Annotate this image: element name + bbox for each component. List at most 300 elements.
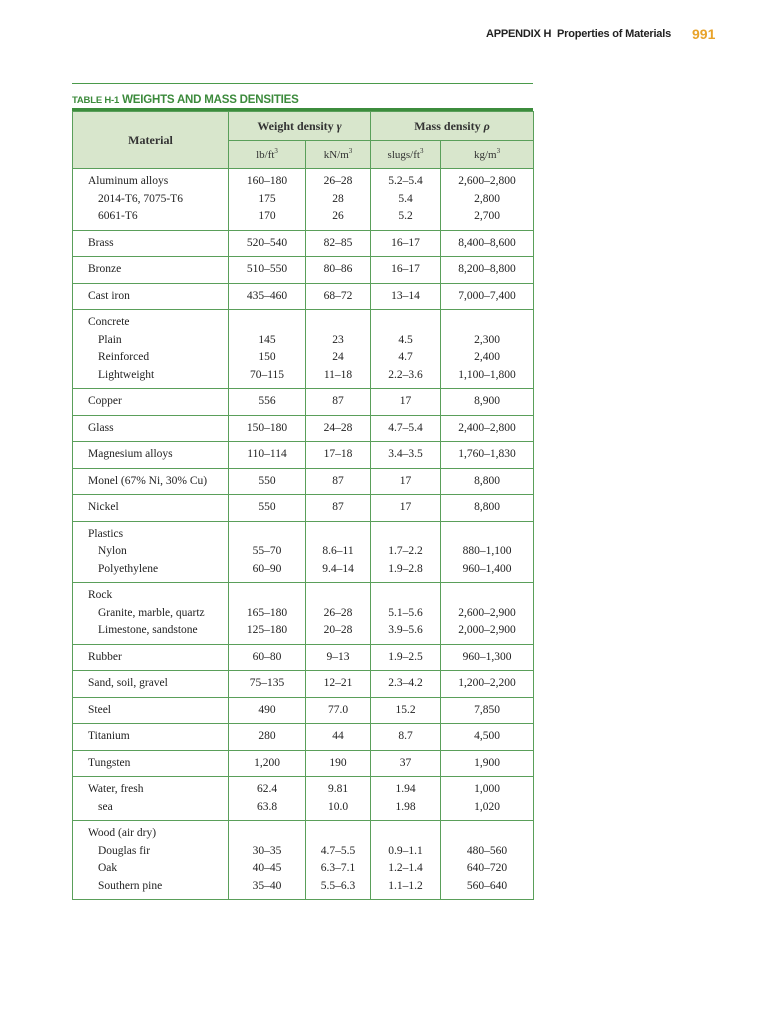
material-cell [73, 724, 229, 751]
value: 2,400–2,800 [458, 421, 516, 434]
value: 1.9–2.5 [388, 650, 423, 663]
mass-kg-m3-cell [441, 697, 534, 724]
weight-kn-m3-cell [306, 310, 371, 389]
value: 77.0 [327, 703, 349, 716]
value: 68–72 [323, 289, 353, 302]
value: 1,200 [254, 756, 280, 769]
value: 2.3–4.2 [388, 677, 423, 689]
value: 5.2 [398, 210, 413, 222]
unit-kn-m3 [306, 141, 371, 169]
unit-exponent: 3 [496, 146, 501, 155]
material-name: Rock [88, 589, 113, 601]
value: 26 [332, 210, 344, 222]
value [229, 526, 305, 544]
mass-slugs-ft3-cell [371, 724, 441, 751]
material-subtype: Oak [98, 862, 118, 874]
value: 44 [332, 730, 344, 742]
value: 62.4 [256, 783, 278, 795]
value: 70–115 [249, 368, 285, 381]
value [306, 526, 370, 544]
value: 510–550 [246, 263, 288, 275]
material-subtype: Granite, marble, quartz [98, 606, 205, 619]
value: 2,000–2,900 [458, 624, 516, 636]
weight-density-symbol: γ [336, 118, 342, 133]
mass-kg-m3-cell [441, 389, 534, 416]
material-name: Bronze [88, 263, 122, 275]
weight-lb-ft3-cell [229, 442, 306, 469]
material-cell [73, 750, 229, 777]
value [441, 314, 533, 332]
value: 520–540 [246, 236, 288, 249]
mass-kg-m3-cell [441, 821, 534, 900]
weight-lb-ft3-cell [229, 750, 306, 777]
mass-slugs-ft3-cell [371, 777, 441, 821]
material-subtype: Reinforced [98, 351, 150, 363]
material-subtype: Douglas fir [98, 844, 151, 857]
material-cell [73, 821, 229, 900]
mass-kg-m3-cell [441, 671, 534, 698]
weight-kn-m3-cell [306, 750, 371, 777]
value: 8,200–8,800 [458, 263, 516, 275]
mass-slugs-ft3-cell [371, 521, 441, 583]
mass-slugs-ft3-cell [371, 169, 441, 231]
material-cell [73, 583, 229, 645]
value: 145 [258, 333, 276, 346]
value: 0.9–1.1 [388, 844, 423, 857]
value [306, 587, 370, 605]
weight-kn-m3-cell [306, 257, 371, 284]
table-row [73, 583, 534, 645]
weight-lb-ft3-cell [229, 310, 306, 389]
weight-kn-m3-cell [306, 442, 371, 469]
value: 5.5–6.3 [320, 879, 356, 892]
material-cell [73, 671, 229, 698]
unit-base: lb/ft [256, 148, 275, 161]
mass-slugs-ft3-cell [371, 671, 441, 698]
unit-base: slugs/ft [387, 148, 420, 161]
value: 4,500 [474, 730, 500, 742]
value: 30–35 [252, 844, 282, 857]
mass-slugs-ft3-cell [371, 697, 441, 724]
weight-kn-m3-cell [306, 495, 371, 522]
weight-lb-ft3-cell [229, 169, 306, 231]
material-subtype: Southern pine [98, 879, 163, 892]
page-number: 991 [692, 26, 716, 42]
value: 4.7–5.5 [320, 844, 356, 857]
value [371, 314, 440, 332]
weight-kn-m3-cell [306, 389, 371, 416]
table-row [73, 644, 534, 671]
table-body [73, 169, 534, 900]
material-name: Copper [88, 395, 122, 407]
value: 12–21 [323, 677, 353, 689]
unit-exponent: 3 [348, 146, 353, 155]
value: 17–18 [323, 448, 353, 460]
value: 8,400–8,600 [458, 236, 516, 249]
value: 150 [258, 351, 276, 363]
mass-slugs-ft3-cell [371, 495, 441, 522]
value: 60–90 [252, 562, 282, 575]
value: 170 [258, 210, 276, 222]
material-subtype: Polyethylene [98, 562, 159, 575]
weight-density-header [229, 112, 371, 141]
table-number: TABLE H-1 [72, 95, 120, 106]
weight-lb-ft3-cell [229, 777, 306, 821]
weight-kn-m3-cell [306, 169, 371, 231]
table-row [73, 521, 534, 583]
weight-kn-m3-cell [306, 415, 371, 442]
value: 960–1,400 [462, 562, 512, 575]
weight-lb-ft3-cell [229, 583, 306, 645]
value: 8,900 [474, 395, 500, 407]
material-name: Rubber [88, 650, 122, 663]
unit-base: kg/m [473, 148, 497, 161]
weight-kn-m3-cell [306, 644, 371, 671]
weight-kn-m3-cell [306, 821, 371, 900]
value: 125–180 [246, 624, 288, 636]
value: 23 [332, 333, 344, 346]
material-name: Tungsten [88, 756, 131, 769]
mass-density-header [371, 112, 534, 141]
table-title: WEIGHTS AND MASS DENSITIES [122, 94, 299, 106]
value: 880–1,100 [462, 545, 512, 557]
table-row [73, 821, 534, 900]
value: 556 [258, 395, 276, 407]
value: 6.3–7.1 [320, 862, 356, 874]
mass-density-symbol: ρ [483, 118, 490, 133]
mass-kg-m3-cell [441, 644, 534, 671]
value: 40–45 [252, 862, 282, 874]
material-cell [73, 310, 229, 389]
material-subtype: 6061-T6 [98, 210, 138, 222]
mass-kg-m3-cell [441, 169, 534, 231]
appendix-label: APPENDIX H [486, 28, 552, 40]
mass-kg-m3-cell [441, 583, 534, 645]
material-cell [73, 257, 229, 284]
value: 4.7 [398, 351, 413, 363]
value: 1.1–1.2 [388, 879, 423, 892]
mass-kg-m3-cell [441, 230, 534, 257]
mass-kg-m3-cell [441, 442, 534, 469]
table-row [73, 442, 534, 469]
material-name: Water, fresh [88, 783, 144, 795]
value: 82–85 [323, 236, 353, 249]
value: 4.5 [398, 333, 413, 346]
weight-lb-ft3-cell [229, 283, 306, 310]
value: 1,100–1,800 [458, 368, 516, 381]
table-row [73, 415, 534, 442]
value [371, 825, 440, 843]
weight-lb-ft3-cell [229, 389, 306, 416]
value: 1,200–2,200 [458, 677, 516, 689]
weight-kn-m3-cell [306, 724, 371, 751]
value: 16–17 [391, 236, 420, 249]
weight-lb-ft3-cell [229, 671, 306, 698]
value: 550 [258, 474, 276, 487]
value: 8.6–11 [322, 545, 354, 557]
material-name: Concrete [88, 316, 130, 328]
value: 3.9–5.6 [388, 624, 423, 636]
material-cell [73, 415, 229, 442]
material-cell [73, 283, 229, 310]
material-name: Plastics [88, 527, 124, 540]
table-row [73, 777, 534, 821]
value: 2,800 [474, 192, 500, 205]
value: 55–70 [252, 545, 282, 557]
material-subtype: Plain [98, 333, 122, 346]
table-row [73, 495, 534, 522]
material-name: Nickel [88, 501, 119, 513]
value: 75–135 [249, 677, 285, 689]
value: 26–28 [323, 606, 353, 619]
mass-density-label: Mass density [414, 118, 481, 133]
value: 165–180 [246, 606, 288, 619]
mass-kg-m3-cell [441, 257, 534, 284]
value: 2,400 [474, 351, 500, 363]
weight-lb-ft3-cell [229, 230, 306, 257]
value: 7,000–7,400 [458, 289, 516, 302]
value: 1,900 [474, 756, 500, 769]
value: 175 [258, 192, 276, 205]
value: 1.94 [395, 783, 416, 795]
table-row [73, 310, 534, 389]
weight-kn-m3-cell [306, 283, 371, 310]
mass-slugs-ft3-cell [371, 389, 441, 416]
weight-lb-ft3-cell [229, 468, 306, 495]
weight-lb-ft3-cell [229, 495, 306, 522]
value [229, 825, 305, 843]
value [371, 587, 440, 605]
mass-kg-m3-cell [441, 777, 534, 821]
value: 1,760–1,830 [458, 448, 516, 460]
value: 1,020 [474, 800, 500, 813]
table-row [73, 389, 534, 416]
value [229, 587, 305, 605]
weight-kn-m3-cell [306, 697, 371, 724]
value: 435–460 [246, 289, 288, 302]
value: 8.7 [398, 730, 413, 742]
material-name: Brass [88, 236, 114, 249]
material-name: Steel [88, 703, 111, 716]
value: 480–560 [466, 844, 508, 857]
value: 17 [399, 395, 412, 407]
material-name: Magnesium alloys [88, 448, 173, 460]
material-header: Material [73, 112, 229, 169]
unit-slugs-ft3 [371, 141, 441, 169]
material-name: Wood (air dry) [88, 827, 157, 839]
value: 5.2–5.4 [388, 175, 423, 187]
material-name: Aluminum alloys [88, 175, 169, 187]
material-cell [73, 389, 229, 416]
value: 5.4 [398, 192, 413, 205]
table-row [73, 671, 534, 698]
material-name: Titanium [88, 730, 130, 742]
mass-slugs-ft3-cell [371, 821, 441, 900]
value: 1,000 [474, 783, 500, 795]
weight-kn-m3-cell [306, 583, 371, 645]
mass-kg-m3-cell [441, 310, 534, 389]
table-row [73, 283, 534, 310]
value: 17 [399, 501, 412, 513]
value: 490 [258, 703, 276, 716]
unit-exponent: 3 [274, 146, 278, 155]
value: 63.8 [256, 800, 278, 813]
value [441, 526, 533, 544]
unit-lb-ft3 [229, 141, 306, 169]
value [441, 587, 533, 605]
material-name: Monel (67% Ni, 30% Cu) [88, 474, 208, 487]
value: 1.2–1.4 [388, 862, 423, 874]
weight-lb-ft3-cell [229, 257, 306, 284]
weight-lb-ft3-cell [229, 521, 306, 583]
table-row [73, 257, 534, 284]
value [229, 314, 305, 332]
mass-kg-m3-cell [441, 724, 534, 751]
top-rule [72, 83, 533, 84]
value: 560–640 [466, 879, 508, 892]
value: 2,700 [474, 210, 500, 222]
value: 2,300 [474, 333, 500, 346]
value: 190 [329, 756, 347, 769]
mass-kg-m3-cell [441, 750, 534, 777]
weight-lb-ft3-cell [229, 821, 306, 900]
material-subtype: Nylon [98, 545, 127, 557]
material-cell [73, 521, 229, 583]
material-name: Cast iron [88, 289, 130, 302]
material-cell [73, 169, 229, 231]
table-caption [72, 90, 299, 108]
mass-slugs-ft3-cell [371, 583, 441, 645]
value: 960–1,300 [462, 650, 512, 663]
weight-kn-m3-cell [306, 671, 371, 698]
value: 13–14 [391, 289, 420, 302]
weight-lb-ft3-cell [229, 415, 306, 442]
value: 87 [332, 501, 344, 513]
material-subtype: Limestone, sandstone [98, 624, 198, 636]
value: 110–114 [247, 448, 287, 460]
value: 11–18 [323, 368, 353, 381]
value: 4.7–5.4 [388, 421, 423, 434]
value: 9–13 [326, 650, 350, 663]
value: 1.7–2.2 [388, 545, 423, 557]
value: 5.1–5.6 [388, 606, 423, 619]
materials-table [72, 111, 534, 900]
mass-kg-m3-cell [441, 521, 534, 583]
mass-kg-m3-cell [441, 468, 534, 495]
value: 3.4–3.5 [388, 448, 423, 460]
running-head [0, 26, 768, 44]
value: 2.2–3.6 [388, 368, 423, 381]
unit-base: kN/m [323, 148, 349, 161]
value: 550 [258, 501, 276, 513]
value: 37 [399, 756, 412, 769]
mass-slugs-ft3-cell [371, 442, 441, 469]
material-cell [73, 697, 229, 724]
value: 17 [399, 474, 412, 487]
mass-slugs-ft3-cell [371, 644, 441, 671]
weight-kn-m3-cell [306, 521, 371, 583]
value: 2,600–2,900 [458, 606, 516, 619]
mass-kg-m3-cell [441, 283, 534, 310]
weight-kn-m3-cell [306, 777, 371, 821]
value: 15.2 [395, 703, 416, 716]
mass-slugs-ft3-cell [371, 230, 441, 257]
mass-slugs-ft3-cell [371, 310, 441, 389]
value: 20–28 [323, 624, 353, 636]
material-cell [73, 442, 229, 469]
value: 24 [332, 351, 344, 363]
material-subtype: Lightweight [98, 368, 155, 381]
table-row [73, 724, 534, 751]
weight-kn-m3-cell [306, 230, 371, 257]
mass-slugs-ft3-cell [371, 468, 441, 495]
weight-kn-m3-cell [306, 468, 371, 495]
weight-lb-ft3-cell [229, 697, 306, 724]
value: 10.0 [327, 800, 349, 813]
material-name: Glass [88, 421, 114, 434]
unit-kg-m3 [441, 141, 534, 169]
mass-slugs-ft3-cell [371, 283, 441, 310]
mass-slugs-ft3-cell [371, 750, 441, 777]
value: 1.9–2.8 [388, 562, 423, 575]
value: 80–86 [323, 263, 353, 275]
value: 280 [258, 730, 276, 742]
value [371, 526, 440, 544]
mass-kg-m3-cell [441, 415, 534, 442]
value: 26–28 [323, 175, 353, 187]
table-row [73, 230, 534, 257]
mass-kg-m3-cell [441, 495, 534, 522]
weight-lb-ft3-cell [229, 724, 306, 751]
appendix-title: Properties of Materials [557, 28, 671, 40]
value: 9.81 [327, 783, 349, 795]
table-row [73, 468, 534, 495]
weight-lb-ft3-cell [229, 644, 306, 671]
value: 640–720 [466, 862, 508, 874]
value [306, 314, 370, 332]
value: 150–180 [246, 421, 288, 434]
value: 35–40 [252, 879, 282, 892]
table-header [73, 112, 534, 169]
material-subtype: 2014-T6, 7075-T6 [98, 192, 183, 205]
value: 8,800 [474, 474, 500, 487]
value: 2,600–2,800 [458, 175, 516, 187]
value: 28 [332, 192, 344, 205]
material-cell [73, 777, 229, 821]
value: 7,850 [474, 703, 500, 716]
value: 87 [332, 395, 344, 407]
value: 1.98 [395, 800, 416, 813]
value: 60–80 [252, 650, 282, 663]
unit-exponent: 3 [419, 146, 424, 155]
weight-density-label: Weight density [257, 118, 334, 133]
material-subtype: sea [98, 800, 113, 813]
material-cell [73, 644, 229, 671]
table-row [73, 169, 534, 231]
material-cell [73, 495, 229, 522]
material-name: Sand, soil, gravel [88, 677, 168, 689]
material-cell [73, 230, 229, 257]
table-row [73, 750, 534, 777]
mass-slugs-ft3-cell [371, 257, 441, 284]
value: 16–17 [391, 263, 420, 275]
value: 87 [332, 474, 344, 487]
value: 24–28 [323, 421, 353, 434]
material-cell [73, 468, 229, 495]
value: 9.4–14 [322, 562, 354, 575]
table-row [73, 697, 534, 724]
value [306, 825, 370, 843]
